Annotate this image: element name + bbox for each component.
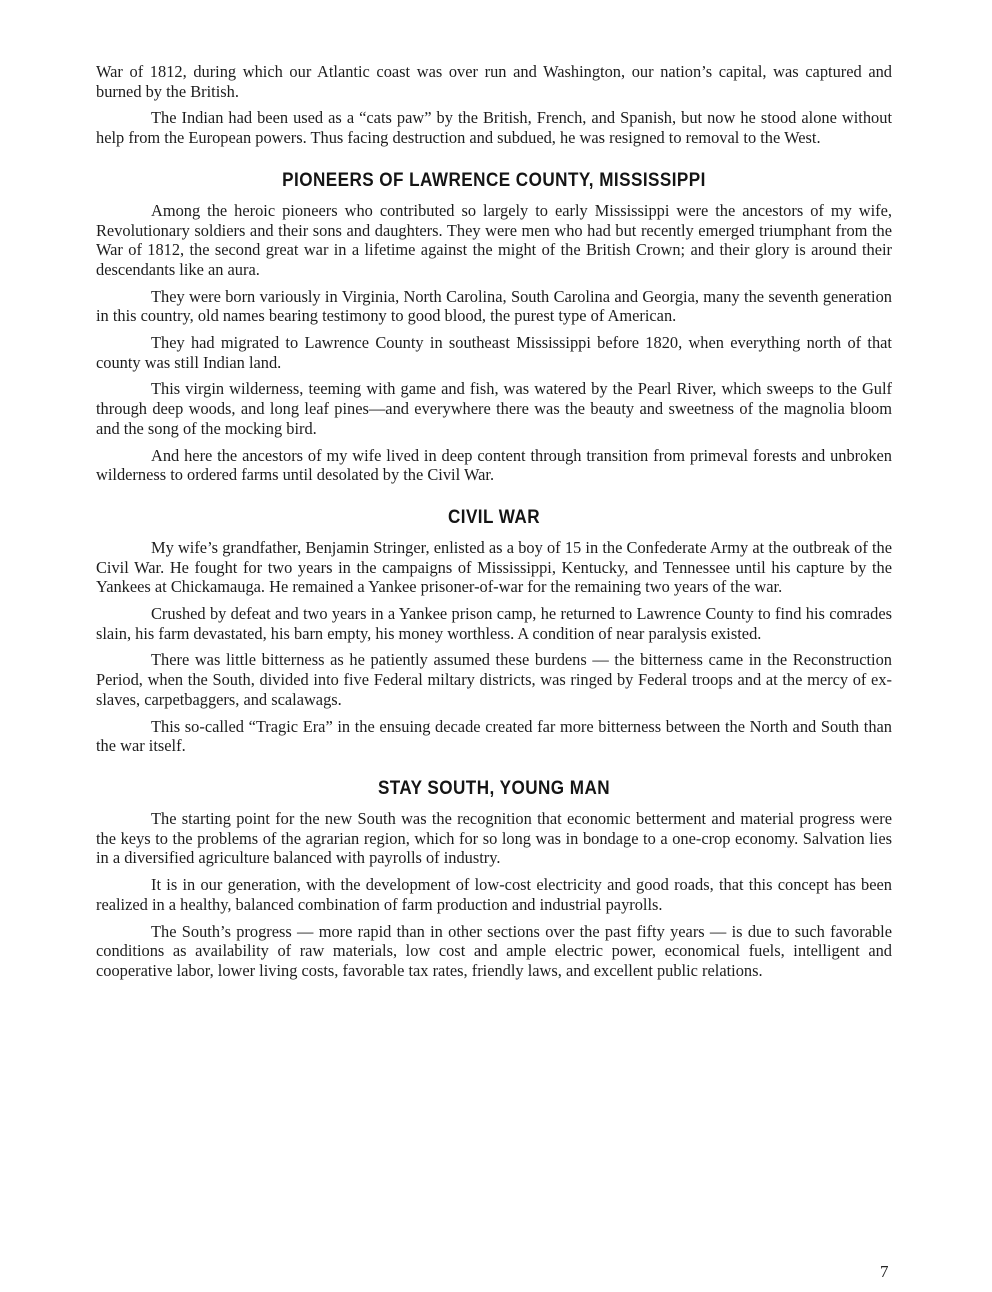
paragraph-reconstruction: There was little bitterness as he patiently assumed these burdens — the bitterness came in the Reconstruction Period, when the South, divided into five Federal miltary districts, was ringed by Federal troops and at the mercy of ex-slaves, carpetbaggers, and scalawags. — [96, 650, 892, 709]
paragraph-tragic-era: This so-called “Tragic Era” in the ensuing decade created far more bitterness between the North and South than the war itself. — [96, 716, 892, 756]
paragraph-south-progress: The South’s progress — more rapid than in other sections over the past fifty years — is due to such favorable conditions as availability of raw materials, low cost and ample electric power, economical fuels, intelligent and cooperative labor, lower living costs, favorable tax rates, friendly laws, and excellent public relations. — [96, 921, 892, 980]
paragraph-migrated: They had migrated to Lawrence County in southeast Mississippi before 1820, when everything north of that county was still Indian land. — [96, 333, 892, 372]
section-heading-pioneers: PIONEERS OF LAWRENCE COUNTY, MISSISSIPPI — [282, 169, 706, 191]
paragraph-our-generation: It is in our generation, with the development of low-cost electricity and good roads, that this concept has been realized in a healthy, balanced combination of farm production and industrial payrolls. — [96, 875, 892, 914]
paragraph-born-variously: They were born variously in Virginia, North Carolina, South Carolina and Georgia, many the seventh generation in this country, old names bearing testimony to good blood, the purest type of American. — [96, 286, 892, 326]
page-number: 7 — [880, 1262, 889, 1281]
page-body — [96, 62, 892, 988]
paragraph-ancestors-content: And here the ancestors of my wife lived in deep content through transition from primeval forests and unbroken wilderness to ordered farms until desolated by the Civil War. — [96, 445, 892, 485]
section-heading-civil-war: CIVIL WAR — [447, 506, 541, 528]
section-heading-stay-south: STAY SOUTH, YOUNG MAN — [377, 777, 611, 799]
paragraph-crushed-by-defeat: Crushed by defeat and two years in a Yankee prison camp, he returned to Lawrence County to find his comrades slain, his farm devastated, his barn empty, his money worthless. A condition of near paralysis existed. — [96, 604, 892, 643]
paragraph-war-of-1812-continued: War of 1812, during which our Atlantic coast was over run and Washington, our nation’s capital, was captured and burned by the British. — [96, 62, 892, 101]
paragraph-heroic-pioneers: Among the heroic pioneers who contributed so largely to early Mississippi were the ancestors of my wife, Revolutionary soldiers and their sons and daughters. They were men who had but recently emerged triumphant from the War of 1812, the second great war in a lifetime against the might of the British Crown; and their glory is around their descendants like an aura. — [96, 200, 892, 279]
paragraph-virgin-wilderness: This virgin wilderness, teeming with game and fish, was watered by the Pearl River, which sweeps to the Gulf through deep woods, and long leaf pines—and everywhere there was the beauty and sweetness of the magnolia bloom and the song of the mocking bird. — [96, 379, 892, 438]
paragraph-new-south: The starting point for the new South was the recognition that economic betterment and material progress were the keys to the problems of the agrarian region, which for so long was in bondage to a one-crop economy. Salvation lies in a diversified agriculture balanced with payrolls of industry. — [96, 808, 892, 868]
paragraph-grandfather-enlisted: My wife’s grandfather, Benjamin Stringer, enlisted as a boy of 15 in the Confederate Army at the outbreak of the Civil War. He fought for two years in the campaigns of Mississippi, Kentucky, and Tennessee until his capture by the Yankees at Chickamauga. He remained a Yankee prisoner-of-war for the remaining two years of the war. — [96, 537, 892, 597]
paragraph-indian-removal: The Indian had been used as a “cats paw” by the British, French, and Spanish, but now he stood alone without help from the European powers. Thus facing destruction and subdued, he was resigned to removal to the West. — [96, 108, 892, 148]
